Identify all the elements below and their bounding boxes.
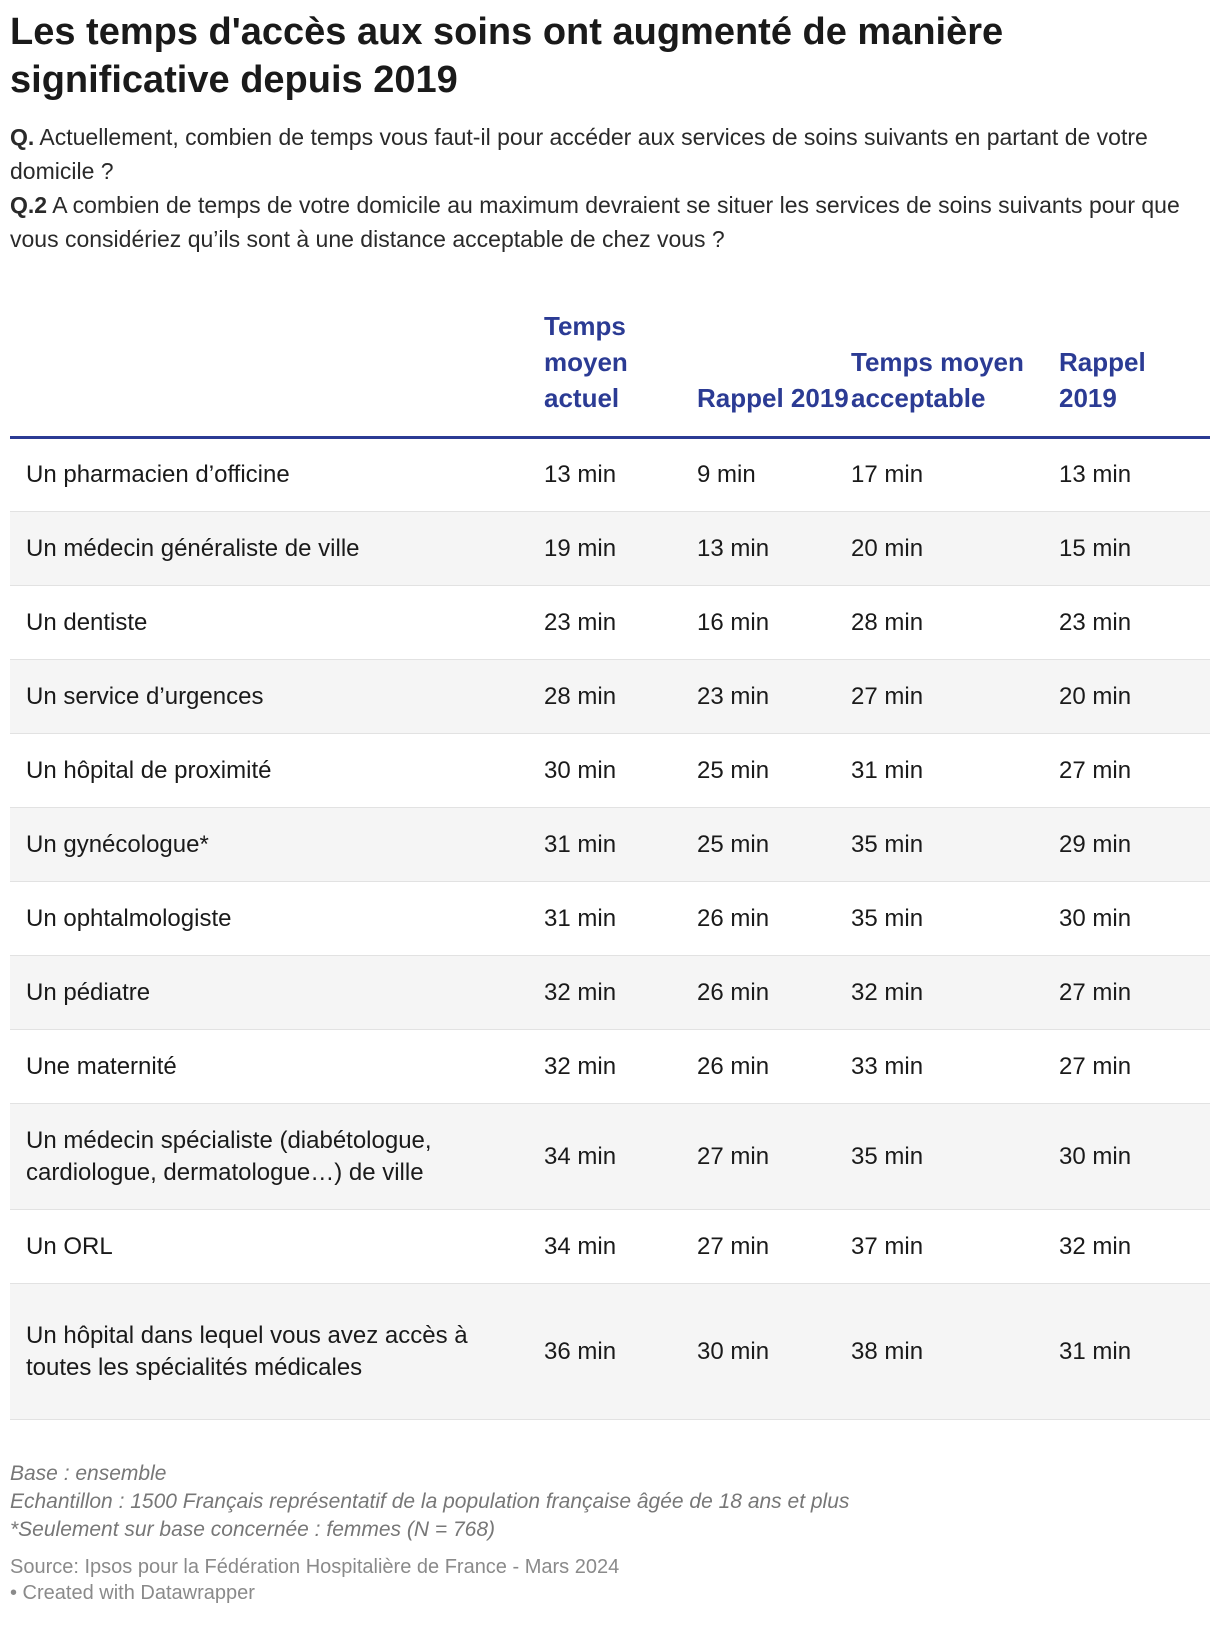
table-cell-current: 13 min	[544, 461, 617, 488]
question-1-label: Q.	[10, 124, 35, 150]
table-cell-recall-2019: 16 min	[697, 608, 770, 636]
table-cell-recall-2019-acceptable: 20 min	[1059, 682, 1132, 710]
table-header-row	[10, 308, 1210, 438]
table-cell-label: Un médecin généraliste de ville	[26, 534, 360, 562]
table-cell-label: Un pédiatre	[26, 978, 151, 1006]
table-cell-recall-2019-acceptable: 15 min	[1059, 534, 1132, 562]
table-cell-recall-2019: 27 min	[697, 1232, 770, 1260]
table-cell-current: 28 min	[544, 682, 617, 710]
footnote-sample: Echantillon : 1500 Français représentatif de la population française âgée de 18 ans et plus	[10, 1490, 850, 1513]
table-cell-recall-2019-acceptable: 31 min	[1059, 1337, 1132, 1365]
table-cell-current: 23 min	[544, 608, 617, 636]
table-cell-recall-2019-acceptable: 27 min	[1059, 756, 1132, 784]
table-cell-recall-2019-acceptable: 30 min	[1059, 904, 1132, 932]
table-cell-acceptable: 33 min	[851, 1052, 924, 1080]
table-row	[10, 1030, 1210, 1104]
table-cell-recall-2019: 25 min	[697, 756, 770, 784]
table-cell-recall-2019-acceptable: 23 min	[1059, 608, 1132, 636]
table-row	[10, 808, 1210, 882]
table-cell-recall-2019: 25 min	[697, 830, 770, 858]
table-cell-label: Un hôpital de proximité	[26, 756, 272, 784]
table-cell-recall-2019: 26 min	[697, 1052, 770, 1080]
table-cell-recall-2019-acceptable: 29 min	[1059, 830, 1132, 858]
table-cell-acceptable: 28 min	[851, 608, 924, 636]
table-cell-label: Un pharmacien d’officine	[26, 461, 290, 488]
page-title: Les temps d'accès aux soins ont augmenté de manière significative depuis 2019	[10, 11, 1004, 101]
table-cell-recall-2019: 9 min	[697, 461, 756, 488]
table-cell-acceptable: 20 min	[851, 534, 924, 562]
column-header-recall-2019: Rappel 2019	[697, 383, 849, 413]
table-cell-label: Un service d’urgences	[26, 682, 264, 710]
table-row	[10, 1104, 1210, 1210]
chart-container	[10, 8, 1210, 1606]
table-cell-current: 32 min	[544, 978, 617, 1006]
table-cell-acceptable: 35 min	[851, 830, 924, 858]
data-table	[10, 308, 1210, 1420]
table-cell-recall-2019-acceptable: 27 min	[1059, 978, 1132, 1006]
table-cell-recall-2019-acceptable: 30 min	[1059, 1142, 1132, 1170]
table-row	[10, 660, 1210, 734]
table-cell-acceptable: 35 min	[851, 904, 924, 932]
table-row	[10, 882, 1210, 956]
table-cell-acceptable: 38 min	[851, 1337, 924, 1365]
table-body	[10, 438, 1210, 1420]
table-cell-current: 34 min	[544, 1232, 617, 1260]
table-cell-recall-2019: 26 min	[697, 978, 770, 1006]
table-cell-current: 36 min	[544, 1337, 617, 1365]
question-1-text: Actuellement, combien de temps vous faut-il pour accéder aux services de soins suivants en partant de votre domicile ?	[10, 124, 1148, 184]
credit-text: • Created with Datawrapper	[10, 1582, 255, 1604]
table-cell-acceptable: 35 min	[851, 1142, 924, 1170]
table-row	[10, 512, 1210, 586]
table-cell-current: 31 min	[544, 830, 617, 858]
table-cell-current: 34 min	[544, 1142, 617, 1170]
table-cell-recall-2019: 30 min	[697, 1337, 770, 1365]
table-cell-recall-2019: 27 min	[697, 1142, 770, 1170]
table-row	[10, 438, 1210, 512]
table-cell-label: Un gynécologue*	[26, 830, 209, 858]
table-cell-label: Un dentiste	[26, 608, 148, 636]
source-block	[10, 1554, 1210, 1606]
table-cell-label: Un ophtalmologiste	[26, 904, 232, 932]
column-header-label	[10, 308, 544, 438]
table-cell-label: Un médecin spécialiste (diabétologue, cardiologue, dermatologue…) de ville	[26, 1126, 432, 1186]
table-cell-current: 32 min	[544, 1052, 617, 1080]
table-cell-label: Une maternité	[26, 1052, 177, 1080]
question-2	[10, 188, 1210, 256]
table-cell-recall-2019: 26 min	[697, 904, 770, 932]
question-2-label: Q.2	[10, 192, 48, 218]
table-cell-current: 30 min	[544, 756, 617, 784]
column-header-current: Temps moyen actuel	[544, 311, 628, 413]
table-cell-current: 19 min	[544, 534, 617, 562]
footnotes	[10, 1460, 1210, 1544]
table-cell-current: 31 min	[544, 904, 617, 932]
footnote-women: *Seulement sur base concernée : femmes (N = 768)	[10, 1518, 495, 1541]
table-cell-acceptable: 37 min	[851, 1232, 924, 1260]
table-cell-label: Un ORL	[26, 1232, 113, 1260]
table-row	[10, 1284, 1210, 1420]
question-2-text: A combien de temps de votre domicile au maximum devraient se situer les services de soins suivants pour que vous considériez qu’ils sont à une distance acceptable de chez vous ?	[10, 192, 1180, 252]
table-cell-recall-2019: 13 min	[697, 534, 770, 562]
table-cell-recall-2019-acceptable: 13 min	[1059, 461, 1132, 488]
table-cell-acceptable: 27 min	[851, 682, 924, 710]
table-cell-recall-2019-acceptable: 27 min	[1059, 1052, 1132, 1080]
table-cell-acceptable: 17 min	[851, 461, 924, 488]
footnote-base: Base : ensemble	[10, 1462, 167, 1485]
column-header-acceptable: Temps moyen acceptable	[851, 347, 1024, 413]
table-cell-recall-2019: 23 min	[697, 682, 770, 710]
table-row	[10, 1210, 1210, 1284]
source-text: Source: Ipsos pour la Fédération Hospitalière de France - Mars 2024	[10, 1556, 620, 1578]
question-1	[10, 120, 1210, 188]
column-header-recall-2019-acceptable: Rappel 2019	[1059, 347, 1146, 413]
table-row	[10, 956, 1210, 1030]
table-cell-label: Un hôpital dans lequel vous avez accès à toutes les spécialités médicales	[26, 1321, 468, 1381]
table-cell-acceptable: 31 min	[851, 756, 924, 784]
table-cell-acceptable: 32 min	[851, 978, 924, 1006]
table-cell-recall-2019-acceptable: 32 min	[1059, 1232, 1132, 1260]
table-row	[10, 586, 1210, 660]
table-row	[10, 734, 1210, 808]
